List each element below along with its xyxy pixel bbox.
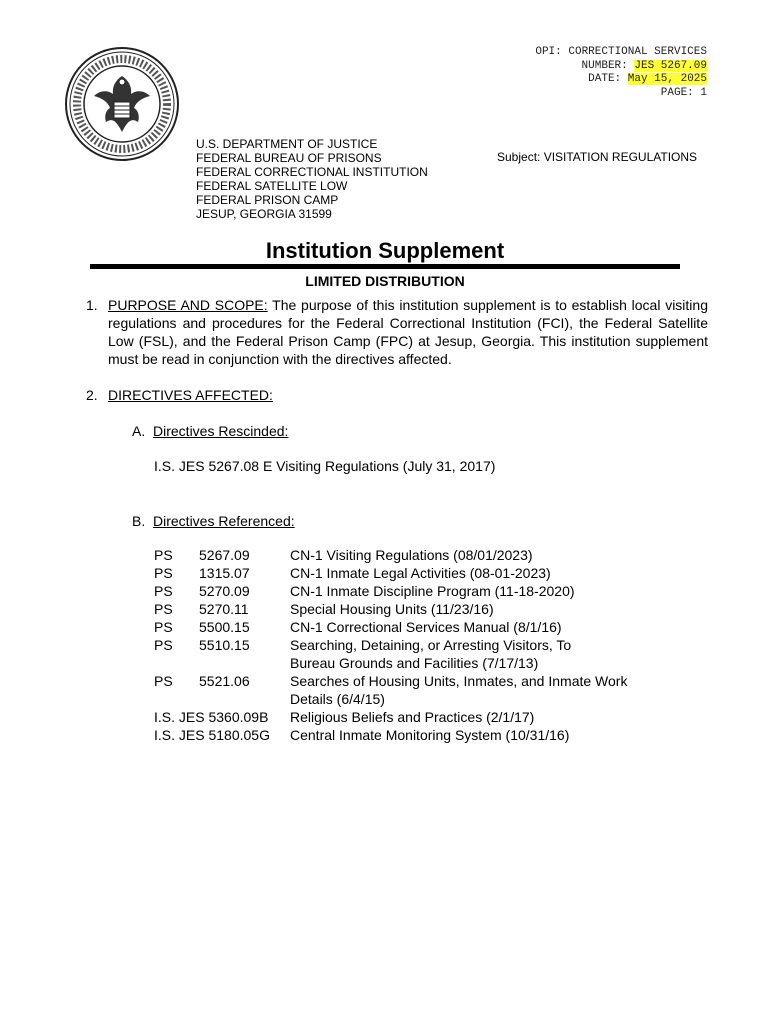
page-title: Institution Supplement — [265, 238, 505, 263]
list-item: I.S. JES 5180.05G Central Inmate Monitoring System (10/31/16) — [154, 727, 570, 743]
list-item: PS 5267.09 CN-1 Visiting Regulations (08/01/2023) — [154, 547, 533, 563]
page-line: PAGE: 1 — [660, 86, 707, 99]
agency-line: FEDERAL PRISON CAMP — [196, 193, 339, 207]
referenced-directives-list — [154, 546, 630, 744]
agency-line: FEDERAL CORRECTIONAL INSTITUTION — [196, 165, 428, 179]
agency-line: U.S. DEPARTMENT OF JUSTICE — [196, 137, 378, 151]
section-heading: DIRECTIVES AFFECTED: — [108, 387, 273, 403]
agency-line: FEDERAL BUREAU OF PRISONS — [196, 151, 382, 165]
number-value: JES 5267.09 — [634, 59, 707, 72]
agency-line: FEDERAL SATELLITE LOW — [196, 179, 348, 193]
agency-line: JESUP, GEORGIA 31599 — [196, 207, 332, 221]
section-purpose-scope — [86, 296, 708, 368]
section-directives-affected — [86, 386, 386, 404]
list-item: PS 5270.09 CN-1 Inmate Discipline Program (11-18-2020) — [154, 583, 575, 599]
number-line: NUMBER: JES 5267.09 — [581, 59, 707, 72]
distribution-label: LIMITED DISTRIBUTION — [305, 273, 465, 289]
list-item: PS 1315.07 CN-1 Inmate Legal Activities (08-01-2023) — [154, 565, 551, 581]
rescinded-directive: I.S. JES 5267.08 E Visiting Regulations (July 31, 2017) — [154, 458, 496, 474]
section-number: 2. — [86, 387, 98, 403]
list-item: PS 5500.15 CN-1 Correctional Services Manual (8/1/16) — [154, 619, 562, 635]
list-item: PS 5521.06 Searches of Housing Units, Inmates, and Inmate Work Details (6/4/15) — [154, 673, 628, 707]
section-text: The purpose of this institution supplement is to establish local visiting regulations and procedures for the Federal Correctional Institution (FCI), the Federal Satellite Low (FSL), and the Federal Prison Camp (FPC) at Jesup, Georgia. This institution supplement must be read in conjunction with the directives affected. — [108, 297, 708, 367]
section-heading: PURPOSE AND SCOPE: — [108, 297, 268, 313]
opi-line: OPI: CORRECTIONAL SERVICES — [535, 46, 707, 58]
subsection-rescinded: A. Directives Rescinded: — [132, 423, 289, 439]
date-line: DATE: May 15, 2025 — [588, 73, 707, 85]
list-item: PS 5270.11 Special Housing Units (11/23/16) — [154, 601, 494, 617]
date-value: May 15, 2025 — [627, 73, 707, 85]
subsection-heading: Directives Rescinded: — [153, 423, 289, 439]
title-rule — [90, 264, 680, 269]
section-paragraph — [108, 296, 708, 368]
subsection-referenced: B. Directives Referenced: — [132, 513, 295, 529]
subject-line: Subject: VISITATION REGULATIONS — [497, 150, 698, 164]
document-control-block — [535, 46, 707, 100]
list-item: PS 5510.15 Searching, Detaining, or Arresting Visitors, To Bureau Grounds and Facilities (7/17/13) — [154, 637, 572, 671]
list-item: I.S. JES 5360.09B Religious Beliefs and Practices (2/1/17) — [154, 709, 535, 725]
agency-address-block — [196, 137, 428, 221]
doj-bop-seal-icon — [64, 46, 180, 162]
section-number: 1. — [86, 297, 98, 313]
subsection-heading: Directives Referenced: — [153, 513, 295, 529]
